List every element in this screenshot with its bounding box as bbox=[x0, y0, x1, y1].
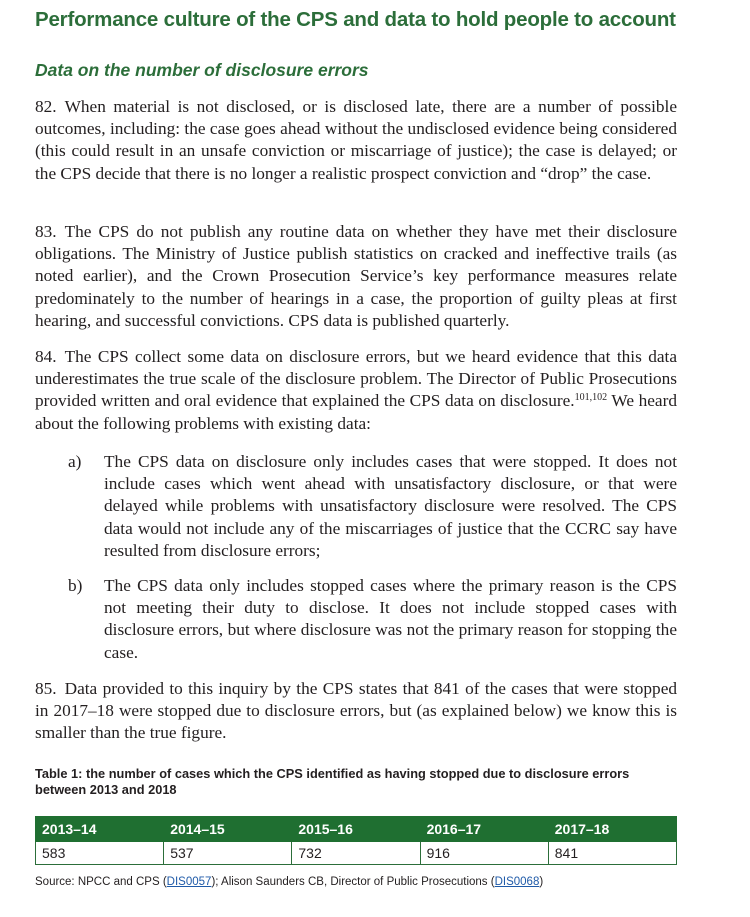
paragraph-number: 83. bbox=[35, 222, 57, 241]
source-link-dis0057[interactable]: DIS0057 bbox=[166, 876, 212, 888]
list-item-b bbox=[68, 575, 677, 664]
list-item-a bbox=[68, 451, 677, 562]
column-header: 2014–15 bbox=[164, 817, 292, 842]
paragraph-number: 85. bbox=[35, 679, 57, 698]
paragraph-82 bbox=[35, 96, 677, 185]
paragraph-number: 82. bbox=[35, 97, 57, 116]
paragraph-text-continued: We heard about the following problems with existing data: bbox=[35, 391, 677, 433]
table-cell: 537 bbox=[164, 842, 292, 865]
table-cell: 841 bbox=[548, 842, 676, 865]
paragraph-83 bbox=[35, 221, 677, 332]
table-source-note bbox=[35, 876, 543, 888]
paragraph-number: 84. bbox=[35, 347, 57, 366]
table-header-row bbox=[36, 817, 677, 842]
column-header: 2017–18 bbox=[548, 817, 676, 842]
paragraph-text: Data provided to this inquiry by the CPS states that 841 of the cases that were stopped in 2017–18 were stopped due to disclosure errors, but (as explained below) we know this is smaller than the true figure. bbox=[35, 679, 677, 743]
source-prefix: Source: NPCC and CPS ( bbox=[35, 876, 167, 888]
paragraph-text: The CPS do not publish any routine data on whether they have met their disclosure obligations. The Ministry of Justice publish statistics on cracked and ineffective trails (as noted earlier), and the Crown Prosecution Service’s key performance measures relate predominately to the number of hearings in a case, the proportion of guilty pleas at first hearing, and successful convictions. CPS data is published quarterly. bbox=[35, 222, 677, 330]
footnote-reference[interactable]: 101,102 bbox=[574, 392, 608, 404]
source-suffix: ) bbox=[539, 876, 544, 888]
disclosure-errors-table bbox=[35, 816, 677, 865]
section-subheading: Data on the number of disclosure errors bbox=[35, 60, 369, 80]
table-cell: 583 bbox=[36, 842, 164, 865]
paragraph-text: When material is not disclosed, or is disclosed late, there are a number of possible outcomes, including: the case goes ahead without the undisclosed evidence being considered (this could result in an unsafe conviction or miscarriage of justice); the case is delayed; or the CPS decide that there is no longer a realistic prospect conviction and “drop” the case. bbox=[35, 97, 677, 183]
column-header: 2013–14 bbox=[36, 817, 164, 842]
table-caption: Table 1: the number of cases which the CPS identified as having stopped due to disclosure errors between 2013 and 2018 bbox=[35, 766, 630, 797]
column-header: 2016–17 bbox=[420, 817, 548, 842]
table-cell: 916 bbox=[420, 842, 548, 865]
list-item-text: The CPS data only includes stopped cases where the primary reason is the CPS not meeting their duty to disclose. It does not include stopped cases with disclosure errors, but where disclosure was not the primary reason for stopping the case. bbox=[104, 576, 677, 662]
source-middle: ); Alison Saunders CB, Director of Public Prosecutions ( bbox=[211, 876, 495, 888]
list-item-label: a) bbox=[68, 452, 82, 471]
list-item-text: The CPS data on disclosure only includes cases that were stopped. It does not include cases which went ahead with unsatisfactory disclosure, or that were delayed while problems with unsatisfactory disclosure were resolved. The CPS data would not include any of the miscarriages of justice that the CCRC say have resulted from disclosure errors; bbox=[104, 452, 677, 560]
paragraph-85 bbox=[35, 678, 677, 745]
paragraph-84 bbox=[35, 346, 677, 435]
column-header: 2015–16 bbox=[292, 817, 420, 842]
table-row bbox=[36, 842, 677, 865]
table-cell: 732 bbox=[292, 842, 420, 865]
paragraph-text: The CPS collect some data on disclosure errors, but we heard evidence that this data underestimates the true scale of the disclosure problem. The Director of Public Prosecutions provided written and oral evidence that explained the CPS data on disclosure. bbox=[35, 347, 677, 411]
source-link-dis0068[interactable]: DIS0068 bbox=[494, 876, 540, 888]
page-title: Performance culture of the CPS and data to hold people to account bbox=[35, 8, 676, 31]
list-item-label: b) bbox=[68, 576, 83, 595]
